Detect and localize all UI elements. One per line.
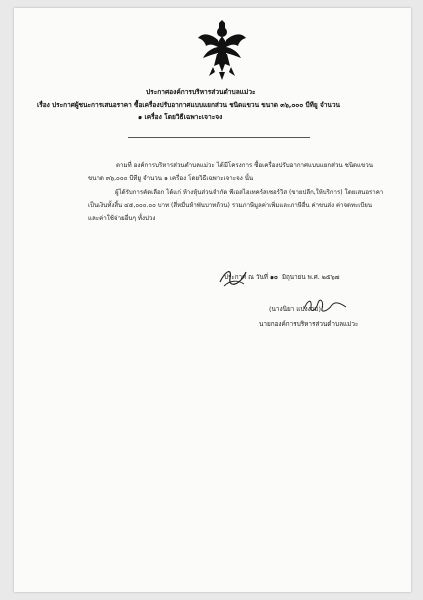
date-month-year: มิถุนายน พ.ศ. ๒๕๖๗: [281, 274, 340, 281]
org-announcement: ประกาศองค์การบริหารส่วนตำบลแม่วะ: [146, 88, 256, 96]
garuda-emblem-icon: [197, 20, 247, 80]
divider-line: [128, 137, 310, 138]
subject-line-1: เรื่อง ประกาศผู้ชนะการเสนอราคา ซื้อเครื่องปรับอากาศแบบแยกส่วน ชนิดแขวน ขนาด ๓๖,๐๐๐ บีทียู จำนวน: [37, 101, 340, 109]
date-day: ๑๐: [269, 274, 278, 281]
signer-position: นายกองค์การบริหารส่วนตำบลแม่วะ: [259, 320, 359, 328]
announcement-date: [224, 273, 339, 282]
paragraph-1-line-2: ขนาด ๓๖,๐๐๐ บีทียู จำนวน ๑ เครื่อง โดยวิธีเฉพาะเจาะจง นั้น: [88, 175, 254, 182]
paragraph-2-line-1: ผู้ได้รับการคัดเลือก ได้แก่ ห้างหุ้นส่วนจำกัด พีเอสไฮเทคร์สเซอร์วิส (ขายปลีก,ให้บริการ) โดยเสนอราคา: [115, 189, 384, 196]
paragraph-2-line-2: เป็นเงินทั้งสิ้น ๔๕,๐๐๐.๐๐ บาท (สี่หมื่นห้าพันบาทถ้วน) รวมภาษีมูลค่าเพิ่มและภาษีอื่น ค่าขนส่ง ค่าจดทะเบียน: [88, 202, 372, 209]
subject-line-2: ๑ เครื่อง โดยวิธีเฉพาะเจาะจง: [138, 113, 223, 121]
paragraph-2-line-3: และค่าใช้จ่ายอื่นๆ ทั้งปวง: [88, 215, 156, 222]
signer-name: (นางนิยา แปงงาม): [269, 305, 322, 313]
document-page: [14, 8, 411, 592]
date-prefix: ประกาศ ณ วันที่: [224, 274, 268, 281]
paragraph-1-line-1: ตามที่ องค์การบริหารส่วนตำบลแม่วะ ได้มีโครงการ ซื้อเครื่องปรับอากาศแบบแยกส่วน ชนิดแขวน: [116, 162, 373, 169]
